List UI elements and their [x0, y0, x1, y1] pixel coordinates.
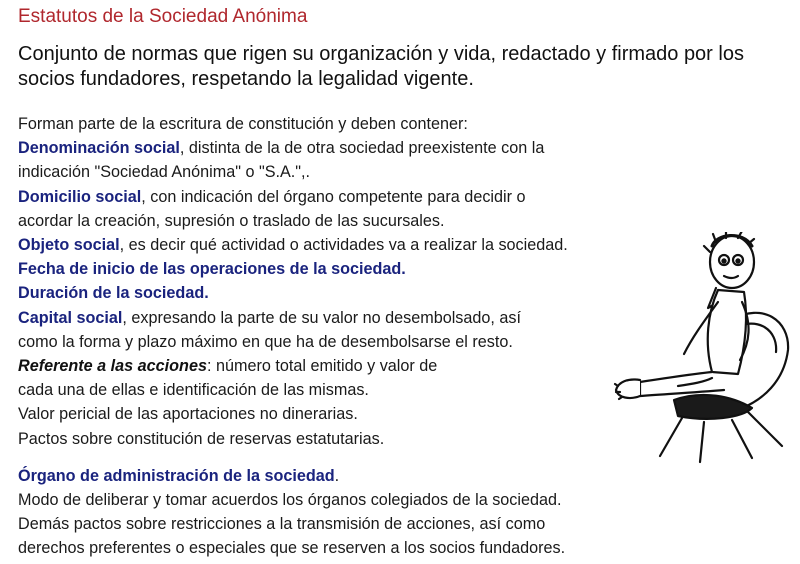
content-line: como la forma y plazo máximo en que ha de desembolsarse el resto. [18, 332, 513, 351]
line-text: , distinta de la de otra sociedad preexistente con la [179, 139, 545, 158]
keyword-objeto: Objeto social [18, 236, 120, 255]
content-line: Forman parte de la escritura de constitución y deben contener: [18, 115, 468, 133]
keyword-organo: Órgano de administración de la sociedad [18, 466, 335, 485]
content-line: Demás pactos sobre restricciones a la transmisión de acciones, así como [18, 515, 546, 534]
content-line: Valor pericial de las aportaciones no dinerarias. [18, 405, 358, 424]
content-line [18, 136, 568, 160]
keyword-fecha-inicio: Fecha de inicio de las operaciones de la sociedad. [18, 260, 406, 279]
keyword-capital: Capital social [18, 308, 123, 327]
content-line: indicación "Sociedad Anónima" o "S.A.",. [18, 163, 311, 182]
spacer [18, 451, 568, 464]
page-title: Estatutos de la Sociedad Anónima [18, 6, 308, 27]
content-line [18, 233, 568, 257]
line-text: . [334, 466, 340, 485]
line-text: , expresando la parte de su valor no desembolsado, así [122, 308, 522, 327]
statutes-content [18, 112, 568, 561]
keyword-acciones: Referente a las acciones [18, 357, 207, 376]
content-line [18, 306, 568, 330]
content-line [18, 464, 568, 488]
content-line: derechos preferentes o especiales que se reserven a los socios fundadores. [18, 539, 566, 558]
line-text: , es decir qué actividad o actividades va a realizar la sociedad. [119, 236, 568, 255]
content-line [18, 185, 568, 209]
content-line: Pactos sobre constitución de reservas estatutarias. [18, 429, 385, 448]
keyword-domicilio: Domicilio social [18, 187, 142, 206]
keyword-denominacion: Denominación social [18, 139, 180, 158]
content-line: cada una de ellas e identificación de las mismas. [18, 381, 369, 400]
line-text: : número total emitido y valor de [206, 357, 438, 376]
content-line [18, 354, 568, 378]
man-in-chair-illustration [612, 232, 798, 464]
content-line: acordar la creación, supresión o traslado de las sucursales. [18, 211, 445, 230]
line-text: , con indicación del órgano competente para decidir o [141, 187, 526, 206]
keyword-duracion: Duración de la sociedad. [18, 284, 209, 303]
content-line: Modo de deliberar y tomar acuerdos los órganos colegiados de la sociedad. [18, 491, 562, 510]
intro-paragraph: Conjunto de normas que rigen su organización y vida, redactado y firmado por los socios fundadores, respetando la legalidad vigente. [18, 43, 744, 90]
